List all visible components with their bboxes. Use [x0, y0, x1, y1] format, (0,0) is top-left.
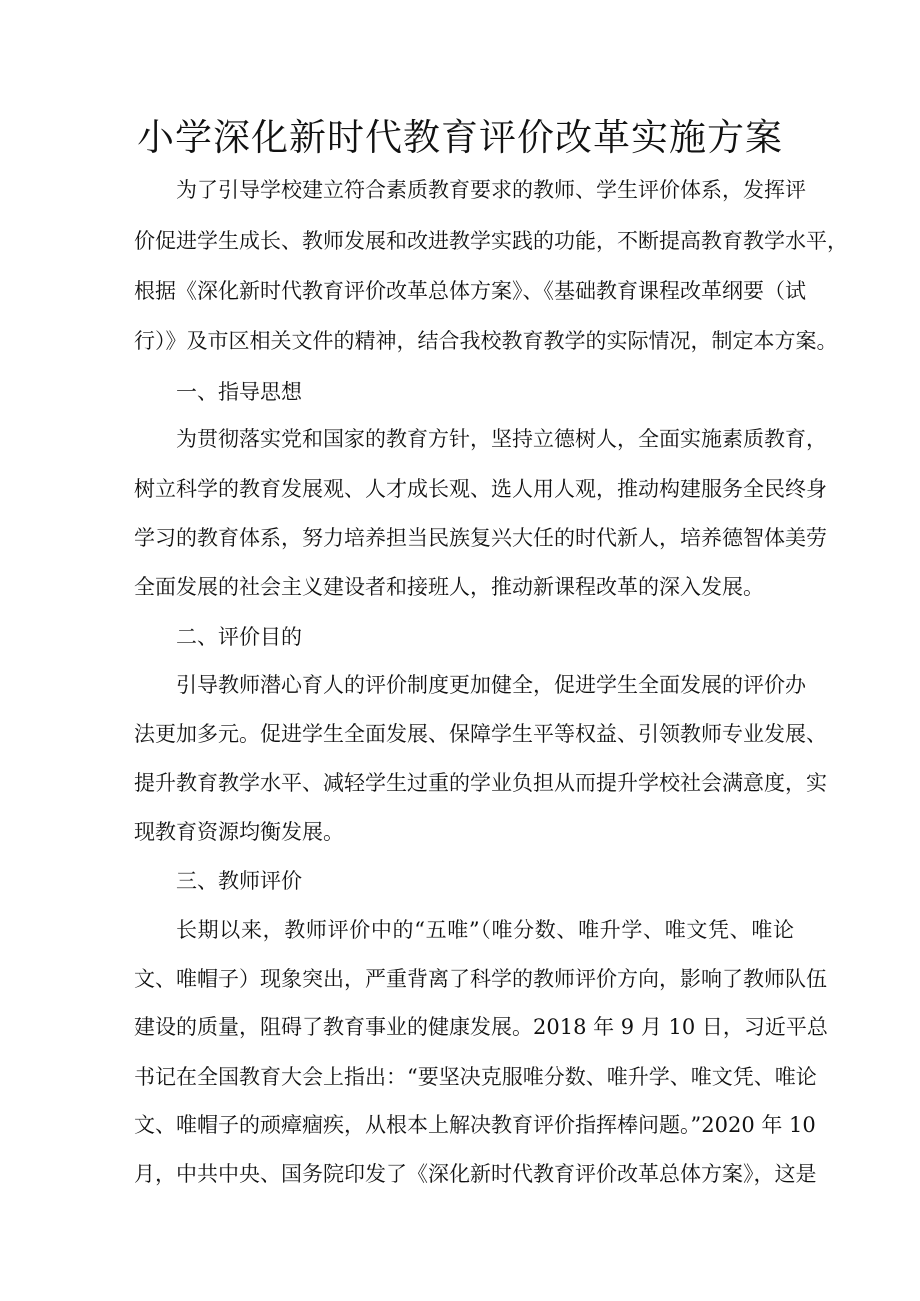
section3-line: 文、唯帽子的顽瘴痼疾，从根本上解决教育评价指挥棒问题。”2020 年 10: [134, 1113, 816, 1137]
section3-line: 建设的质量，阻碍了教育事业的健康发展。2018 年 9 月 10 日，习近平总: [134, 1015, 828, 1039]
section3-line: 书记在全国教育大会上指出：“要坚决克服唯分数、唯升学、唯文凭、唯论: [134, 1065, 817, 1089]
section-heading-3: 三、教师评价: [176, 869, 302, 893]
section3-line: 长期以来，教师评价中的“五唯”（唯分数、唯升学、唯文凭、唯论: [176, 918, 794, 942]
section3-line: 月，中共中央、国务院印发了《深化新时代教育评价改革总体方案》，这是: [134, 1162, 817, 1186]
section-heading-2: 二、评价目的: [176, 625, 302, 649]
section2-line: 引导教师潜心育人的评价制度更加健全，促进学生全面发展的评价办: [176, 673, 806, 697]
intro-line: 行）》及市区相关文件的精神，结合我校教育教学的实际情况，制定本方案。: [134, 329, 838, 353]
intro-line: 价促进学生成长、教师发展和改进教学实践的功能，不断提高教育教学水平，: [134, 229, 848, 253]
intro-line: 根据《深化新时代教育评价改革总体方案》、《基础教育课程改革纲要（试: [134, 279, 806, 303]
section2-line: 法更加多元。促进学生全面发展、保障学生平等权益、引领教师专业发展、: [134, 722, 827, 746]
section1-line: 树立科学的教育发展观、人才成长观、选人用人观，推动构建服务全民终身: [134, 477, 827, 501]
section3-line: 文、唯帽子）现象突出，严重背离了科学的教师评价方向，影响了教师队伍: [134, 967, 827, 991]
document-title: 小学深化新时代教育评价改革实施方案: [137, 116, 783, 159]
intro-line: 为了引导学校建立符合素质教育要求的教师、学生评价体系，发挥评: [176, 178, 806, 202]
section2-line: 提升教育教学水平、减轻学生过重的学业负担从而提升学校社会满意度，实: [134, 771, 827, 795]
section1-line: 全面发展的社会主义建设者和接班人，推动新课程改革的深入发展。: [134, 575, 764, 599]
section2-line: 现教育资源均衡发展。: [134, 820, 344, 844]
section1-line: 为贯彻落实党和国家的教育方针，坚持立德树人，全面实施素质教育，: [176, 427, 827, 451]
section1-line: 学习的教育体系，努力培养担当民族复兴大任的时代新人，培养德智体美劳: [134, 526, 827, 550]
section-heading-1: 一、指导思想: [176, 380, 302, 404]
